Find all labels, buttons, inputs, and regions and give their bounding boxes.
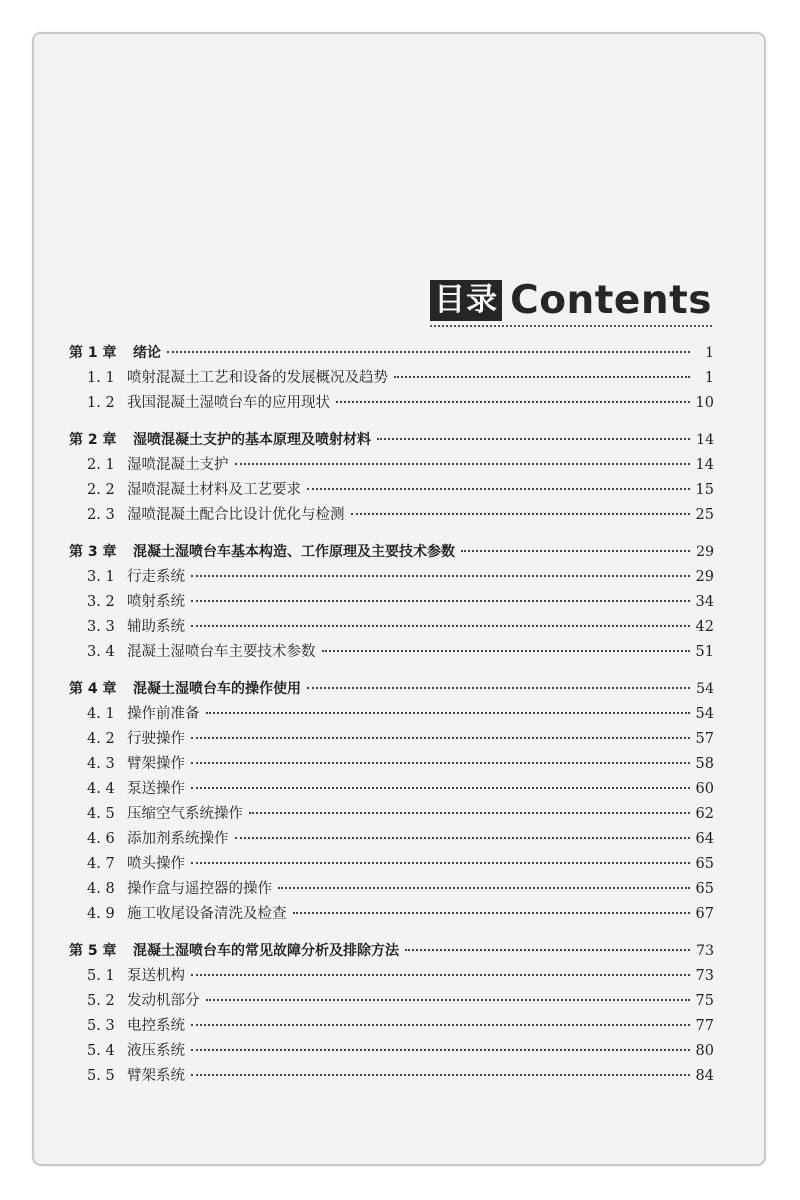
page-number: 34 xyxy=(695,594,714,610)
toc-section-row[interactable] xyxy=(69,503,714,528)
section-title: 液压系统 xyxy=(127,1043,185,1059)
section-title: 臂架系统 xyxy=(127,1068,185,1084)
chapter-title: 绪论 xyxy=(133,345,161,361)
page-number: 29 xyxy=(695,569,714,585)
section-number: 2. 1 xyxy=(87,457,115,473)
section-title: 喷射系统 xyxy=(127,594,185,610)
toc-section-row[interactable] xyxy=(69,877,714,902)
page-number: 84 xyxy=(695,1068,714,1084)
dot-leader xyxy=(206,998,690,1001)
toc-section-row[interactable] xyxy=(69,989,714,1014)
section-title: 电控系统 xyxy=(127,1018,185,1034)
chapter-number: 第 2 章 xyxy=(69,432,117,448)
page-number: 14 xyxy=(695,457,714,473)
page-number: 62 xyxy=(695,806,714,822)
section-title: 辅助系统 xyxy=(127,619,185,635)
chapter-number: 第 1 章 xyxy=(69,345,117,361)
dot-leader xyxy=(191,973,690,976)
section-number: 4. 7 xyxy=(87,856,115,872)
toc-section-row[interactable] xyxy=(69,752,714,777)
toc-section-row[interactable] xyxy=(69,366,714,391)
dot-leader xyxy=(191,1023,690,1026)
dot-leader xyxy=(191,736,690,739)
section-number: 3. 1 xyxy=(87,569,115,585)
section-number: 2. 3 xyxy=(87,507,115,523)
section-number: 4. 3 xyxy=(87,756,115,772)
chapter-title: 混凝土湿喷台车的常见故障分析及排除方法 xyxy=(133,943,399,959)
page-number: 58 xyxy=(695,756,714,772)
section-number: 4. 9 xyxy=(87,906,115,922)
page-number: 54 xyxy=(695,706,714,722)
section-number: 1. 2 xyxy=(87,395,115,411)
section-number: 1. 1 xyxy=(87,370,115,386)
toc-section-row[interactable] xyxy=(69,802,714,827)
page-number: 15 xyxy=(695,482,714,498)
page-number: 67 xyxy=(695,906,714,922)
dot-leader xyxy=(235,462,690,465)
page-number: 73 xyxy=(695,968,714,984)
toc-chapter-row[interactable] xyxy=(69,341,714,366)
section-number: 5. 4 xyxy=(87,1043,115,1059)
page-number: 73 xyxy=(696,943,714,959)
toc-section-row[interactable] xyxy=(69,565,714,590)
dot-leader xyxy=(293,911,690,914)
dot-leader xyxy=(336,400,690,403)
toc-section-row[interactable] xyxy=(69,902,714,927)
toc-chapter-row[interactable] xyxy=(69,939,714,964)
section-number: 2. 2 xyxy=(87,482,115,498)
page-number: 65 xyxy=(695,856,714,872)
toc-section-row[interactable] xyxy=(69,391,714,416)
dot-leader xyxy=(405,948,690,951)
dot-leader xyxy=(191,761,690,764)
toc-section-row[interactable] xyxy=(69,478,714,503)
section-number: 4. 4 xyxy=(87,781,115,797)
page-number: 65 xyxy=(695,881,714,897)
toc-header xyxy=(430,277,712,327)
group-spacer xyxy=(69,665,714,677)
dot-leader xyxy=(191,574,690,577)
section-number: 4. 8 xyxy=(87,881,115,897)
dot-leader xyxy=(235,836,690,839)
toc-section-row[interactable] xyxy=(69,1064,714,1089)
title-chinese: 目录 xyxy=(430,280,502,321)
page-number: 75 xyxy=(695,993,714,1009)
chapter-number: 第 4 章 xyxy=(69,681,117,697)
section-number: 3. 2 xyxy=(87,594,115,610)
page-number: 25 xyxy=(695,507,714,523)
section-number: 5. 3 xyxy=(87,1018,115,1034)
group-spacer xyxy=(69,528,714,540)
toc-section-row[interactable] xyxy=(69,777,714,802)
toc-section-row[interactable] xyxy=(69,964,714,989)
toc-section-row[interactable] xyxy=(69,852,714,877)
dot-leader xyxy=(322,649,690,652)
section-number: 4. 2 xyxy=(87,731,115,747)
toc-section-row[interactable] xyxy=(69,727,714,752)
section-number: 5. 1 xyxy=(87,968,115,984)
page-number: 54 xyxy=(696,681,714,697)
title-english: Contents xyxy=(510,277,712,323)
page-number: 29 xyxy=(696,544,714,560)
section-number: 5. 5 xyxy=(87,1068,115,1084)
section-title: 泵送机构 xyxy=(127,968,185,984)
group-spacer xyxy=(69,927,714,939)
dot-leader xyxy=(307,686,690,689)
section-title: 操作前准备 xyxy=(127,706,200,722)
toc-chapter-row[interactable] xyxy=(69,428,714,453)
section-title: 我国混凝土湿喷台车的应用现状 xyxy=(127,395,330,411)
dot-leader xyxy=(377,437,690,440)
chapter-title: 混凝土湿喷台车基本构造、工作原理及主要技术参数 xyxy=(133,544,455,560)
page-number: 80 xyxy=(695,1043,714,1059)
page-number: 14 xyxy=(696,432,714,448)
section-number: 3. 3 xyxy=(87,619,115,635)
section-title: 湿喷混凝土材料及工艺要求 xyxy=(127,482,301,498)
section-title: 行驶操作 xyxy=(127,731,185,747)
toc-chapter-row[interactable] xyxy=(69,677,714,702)
table-of-contents xyxy=(69,341,714,1089)
page-number: 1 xyxy=(704,370,714,386)
page-number: 42 xyxy=(695,619,714,635)
section-title: 行走系统 xyxy=(127,569,185,585)
toc-section-row[interactable] xyxy=(69,615,714,640)
dot-leader xyxy=(278,886,690,889)
page-number: 10 xyxy=(695,395,714,411)
page-number: 60 xyxy=(695,781,714,797)
section-title: 喷射混凝土工艺和设备的发展概况及趋势 xyxy=(127,370,388,386)
section-title: 湿喷混凝土配合比设计优化与检测 xyxy=(127,507,345,523)
group-spacer xyxy=(69,416,714,428)
section-number: 3. 4 xyxy=(87,644,115,660)
section-title: 臂架操作 xyxy=(127,756,185,772)
dot-leader xyxy=(307,487,690,490)
dot-leader xyxy=(394,375,690,378)
section-title: 施工收尾设备清洗及检查 xyxy=(127,906,287,922)
dot-leader xyxy=(191,1048,690,1051)
section-title: 泵送操作 xyxy=(127,781,185,797)
section-title: 操作盒与遥控器的操作 xyxy=(127,881,272,897)
toc-section-row[interactable] xyxy=(69,590,714,615)
toc-section-row[interactable] xyxy=(69,640,714,665)
toc-section-row[interactable] xyxy=(69,1014,714,1039)
page-number: 57 xyxy=(695,731,714,747)
dot-leader xyxy=(167,350,690,353)
dot-leader xyxy=(206,711,690,714)
dot-leader xyxy=(191,624,690,627)
page-number: 1 xyxy=(705,345,714,361)
section-title: 发动机部分 xyxy=(127,993,200,1009)
toc-section-row[interactable] xyxy=(69,702,714,727)
section-number: 5. 2 xyxy=(87,993,115,1009)
chapter-number: 第 3 章 xyxy=(69,544,117,560)
dot-leader xyxy=(249,811,690,814)
section-title: 湿喷混凝土支护 xyxy=(127,457,229,473)
chapter-title: 混凝土湿喷台车的操作使用 xyxy=(133,681,301,697)
page-number: 64 xyxy=(695,831,714,847)
section-title: 压缩空气系统操作 xyxy=(127,806,243,822)
section-title: 喷头操作 xyxy=(127,856,185,872)
dot-leader xyxy=(191,599,690,602)
dot-leader xyxy=(191,861,690,864)
page-number: 51 xyxy=(695,644,714,660)
section-title: 添加剂系统操作 xyxy=(127,831,229,847)
dot-leader xyxy=(461,549,690,552)
chapter-title: 湿喷混凝土支护的基本原理及喷射材料 xyxy=(133,432,371,448)
section-number: 4. 5 xyxy=(87,806,115,822)
dot-leader xyxy=(351,512,690,515)
toc-section-row[interactable] xyxy=(69,453,714,478)
section-number: 4. 6 xyxy=(87,831,115,847)
section-title: 混凝土湿喷台车主要技术参数 xyxy=(127,644,316,660)
dot-leader xyxy=(191,786,690,789)
section-number: 4. 1 xyxy=(87,706,115,722)
chapter-number: 第 5 章 xyxy=(69,943,117,959)
toc-section-row[interactable] xyxy=(69,1039,714,1064)
page-number: 77 xyxy=(695,1018,714,1034)
toc-chapter-row[interactable] xyxy=(69,540,714,565)
dot-leader xyxy=(191,1073,690,1076)
toc-section-row[interactable] xyxy=(69,827,714,852)
